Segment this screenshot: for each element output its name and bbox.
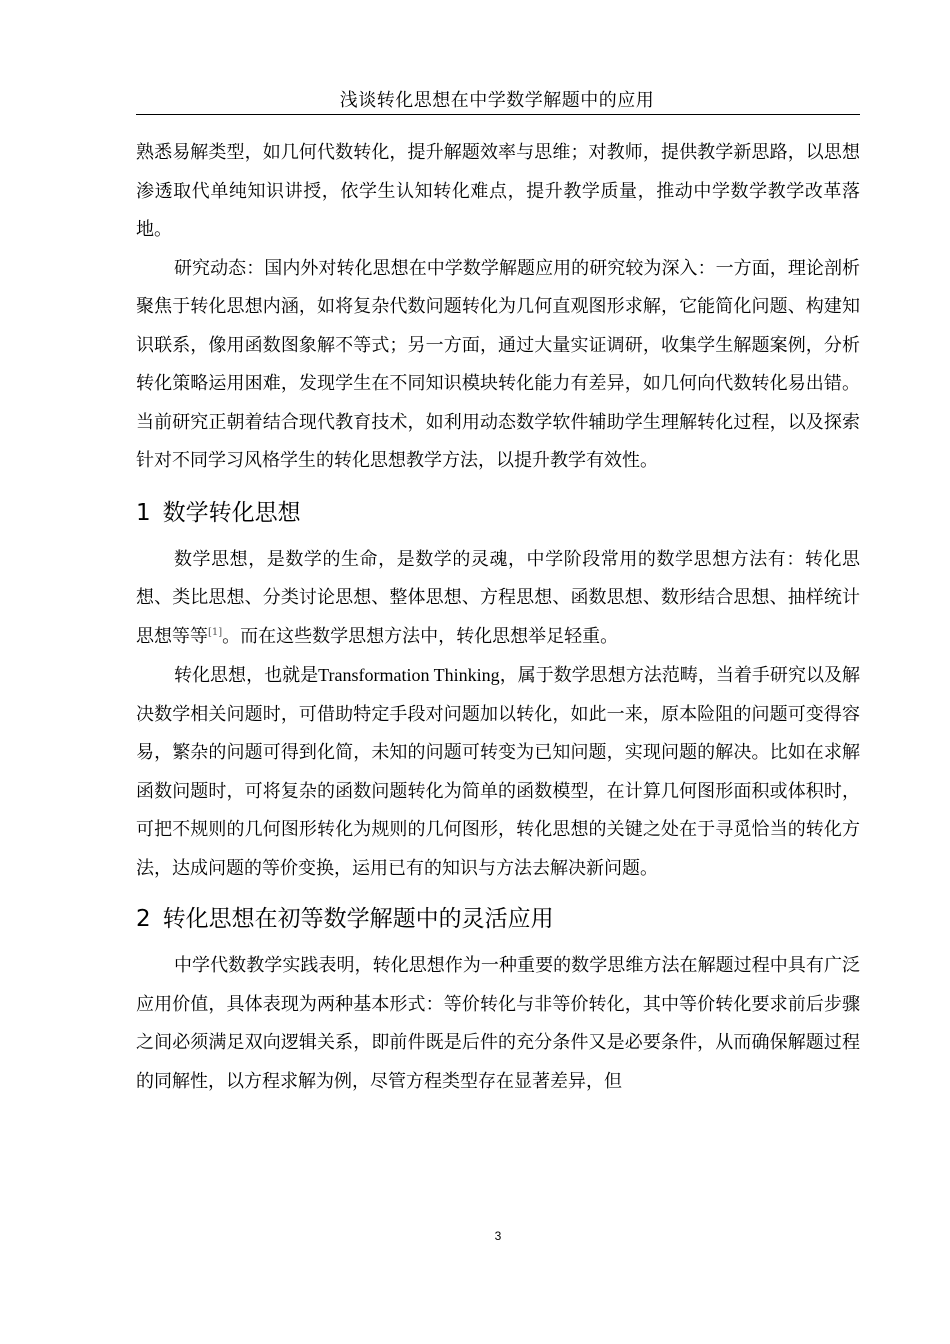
section1-paragraph-2 — [136, 656, 860, 888]
section-title: 转化思想在初等数学解题中的灵活应用 — [162, 906, 554, 932]
section-number: 1 — [136, 499, 151, 526]
page-content — [136, 134, 860, 1101]
running-header: 浅谈转化思想在中学数学解题中的应用 — [339, 90, 655, 111]
research-status-paragraph: 研究动态：国内外对转化思想在中学数学解题应用的研究较为深入：一方面，理论剖析聚焦于转化思想内涵，如将复杂代数问题转化为几何直观图形求解，它能简化问题、构建知识联系，像用函数图象解不等式；另一方面，通过大量实证调研，收集学生解题案例，分析转化策略运用困难，发现学生在不同知识模块转化能力有差异，如几何向代数转化易出错。当前研究正朝着结合现代教育技术，如利用动态数学软件辅助学生理解转化过程，以及探索针对不同学习风格学生的转化思想教学方法，以提升教学有效性。 — [136, 257, 860, 471]
citation-marker: [1] — [208, 626, 223, 638]
section1-paragraph-1 — [136, 541, 860, 657]
paragraph-text: 转化思想，也就是 — [174, 665, 319, 686]
paragraph-text: ，属于数学思想方法范畴，当着手研究以及解决数学相关问题时，可借助特定手段对问题加以转化，如此一来，原本险阻的问题可变得容易，繁杂的问题可得到化简，未知的问题可转变为已知问题，实现问题的解决。比如在求解函数问题时，可将复杂的函数问题转化为简单的函数模型，在计算几何图形面积或体积时，可把不规则的几何图形转化为规则的几何图形，转化思想的关键之处在于寻觅恰当的转化方法，达成问题的等价变换，运用已有的知识与方法去解决新问题。 — [136, 665, 861, 879]
section2-paragraph-1: 中学代数教学实践表明，转化思想作为一种重要的数学思维方法在解题过程中具有广泛应用价值，具体表现为两种基本形式：等价转化与非等价转化，其中等价转化要求前后步骤之间必须满足双向逻辑关系，即前件既是后件的充分条件又是必要条件，从而确保解题过程的同解性，以方程求解为例，尽管方程类型存在显著差异，但 — [136, 955, 860, 1092]
intro-paragraph-tail: 熟悉易解类型，如几何代数转化，提升解题效率与思维；对教师，提供教学新思路，以思想渗透取代单纯知识讲授，依学生认知转化难点，提升教学质量，推动中学数学教学改革落地。 — [136, 142, 860, 240]
section-title: 数学转化思想 — [162, 499, 301, 526]
section-heading-1 — [136, 498, 860, 528]
paragraph-text: 数学思想，是数学的生命，是数学的灵魂，中学阶段常用的数学思想方法有：转化思想、类比思想、分类讨论思想、整体思想、方程思想、函数思想、数形结合思想、抽样统计思想等等 — [136, 548, 860, 647]
section-heading-2 — [136, 904, 860, 934]
english-term: Transformation Thinking — [318, 665, 500, 685]
page-number: 3 — [494, 1229, 502, 1243]
header-rule — [136, 114, 860, 115]
paragraph-text: 。而在这些数学思想方法中，转化思想举足轻重。 — [222, 625, 619, 647]
section-number: 2 — [136, 906, 151, 932]
